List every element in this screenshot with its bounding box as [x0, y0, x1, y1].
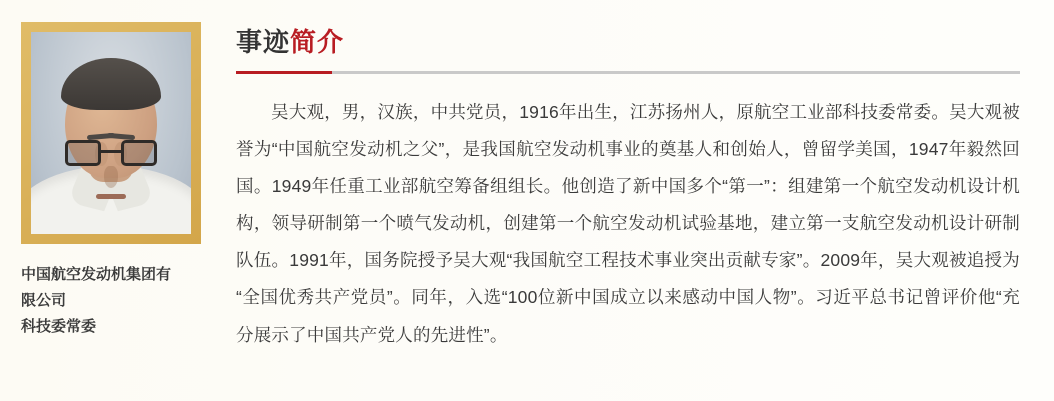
profile-caption-line-3: 科技委常委	[21, 317, 97, 335]
biography-text: 吴大观，男，汉族，中共党员，1916年出生，江苏扬州人，原航空工业部科技委常委。吴大观被誉为“中国航空发动机之父”，是我国航空发动机事业的奠基人和创始人，曾留学美国，1947年毅然回国。1949年任重工业部航空筹备组组长。他创造了新中国多个“第一”：组建第一个航空发动机设计机构，领导研制第一个喷气发动机，创建第一个航空发动机试验基地，建立第一支航空发动机设计研制队伍。1991年，国务院授予吴大观“我国航空工程技术事业突出贡献专家”。2009年，吴大观被追授为“全国优秀共产党员”。同年，入选“100位新中国成立以来感动中国人物”。习近平总书记曾评价他“充分展示了中国共产党人的先进性”。	[236, 102, 1020, 345]
glasses-lens-left	[65, 140, 101, 166]
page-title	[236, 22, 1020, 59]
profile-caption	[21, 262, 201, 339]
content-panel	[222, 0, 1054, 401]
portrait-mouth	[96, 194, 126, 199]
profile-panel	[0, 0, 222, 401]
page-title-part-2: 简介	[290, 27, 345, 57]
portrait-frame	[21, 22, 201, 244]
profile-caption-line-2: 限公司	[21, 291, 67, 309]
page-title-part-1: 事迹	[236, 27, 291, 57]
title-divider	[236, 71, 1020, 74]
glasses-bridge	[101, 150, 121, 153]
portrait-photo	[31, 32, 191, 234]
glasses-lens-right	[121, 140, 157, 166]
profile-caption-line-1: 中国航空发动机集团有	[21, 266, 172, 283]
glasses-icon	[63, 140, 159, 166]
portrait-nose	[104, 166, 118, 188]
